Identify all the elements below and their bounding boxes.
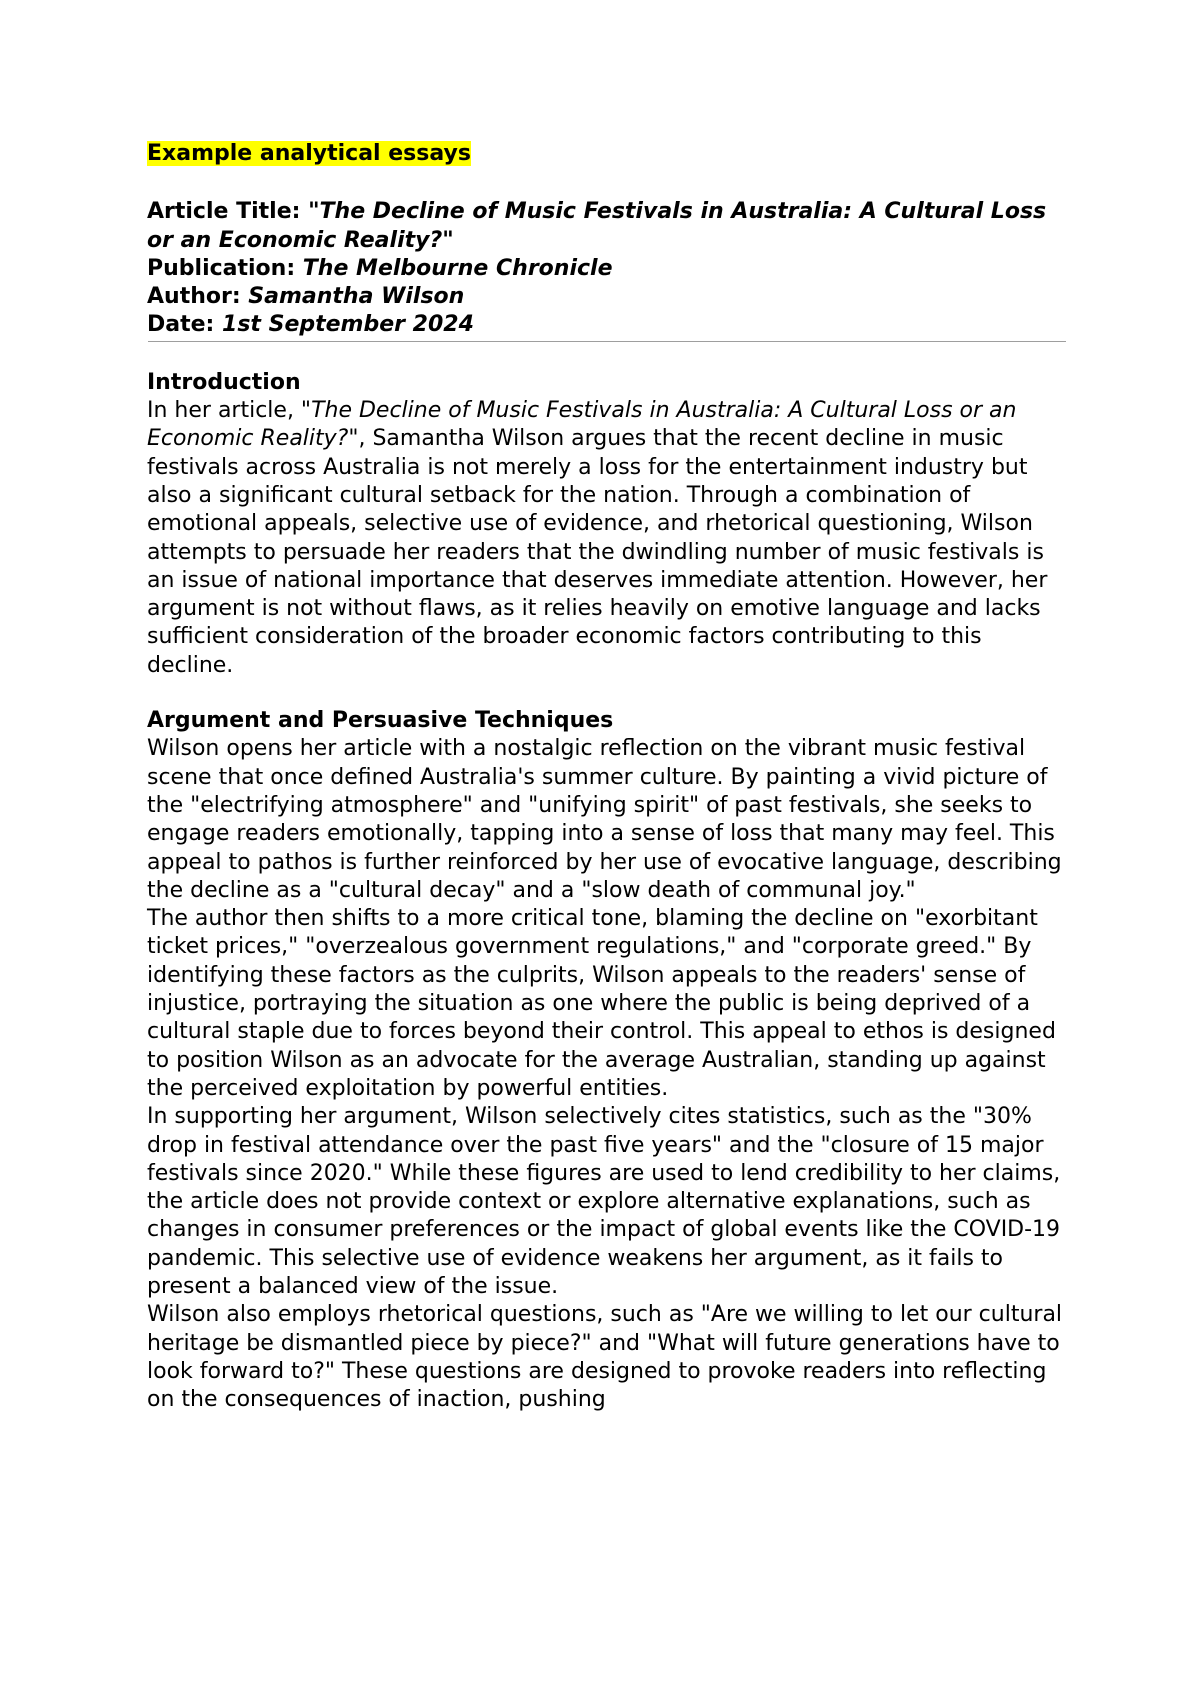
horizontal-divider xyxy=(148,341,1066,342)
article-title-value: The Decline of Music Festivals in Australia: A Cultural Loss or an Economic Reality? xyxy=(147,199,1047,253)
introduction-section xyxy=(147,369,1067,680)
document-heading-line xyxy=(147,140,1067,168)
intro-open-quote: In her article, " xyxy=(147,398,312,424)
article-title-close-quote: " xyxy=(442,227,454,253)
argument-paragraph: The author then shifts to a more critical tone, blaming the decline on "exorbitant ticket prices," "overzealous government regulations," and "corporate greed." By identifying these factors as the culprits, Wilson appeals to the readers' sense of injustice, portraying the situation as one where the public is being deprived of a cultural staple due to forces beyond their control. This appeal to ethos is designed to position Wilson as an advocate for the average Australian, standing up against the perceived exploitation by powerful entities. xyxy=(147,906,1056,1101)
argument-heading: Argument and Persuasive Techniques xyxy=(147,708,614,734)
introduction-heading: Introduction xyxy=(147,369,301,395)
publication-value: The Melbourne Chronicle xyxy=(302,255,613,281)
article-metadata xyxy=(147,198,1067,339)
publication-label: Publication: xyxy=(147,255,303,281)
introduction-paragraph xyxy=(147,397,1067,680)
date-label: Date: xyxy=(147,312,223,338)
document-heading: Example analytical essays xyxy=(147,141,471,166)
author-line xyxy=(147,283,1067,311)
author-label: Author: xyxy=(147,284,249,310)
argument-paragraph: Wilson also employs rhetorical questions, such as "Are we willing to let our cultural heritage be dismantled piece by piece?" and "What will future generations have to look forward to?" These questions are designed to provoke readers into reflecting on the consequences of inaction, pushing xyxy=(147,1302,1063,1413)
date-line xyxy=(147,311,1067,339)
publication-line xyxy=(147,255,1067,283)
argument-section xyxy=(147,707,1067,1414)
argument-paragraph: In supporting her argument, Wilson selectively cites statistics, such as the "30% drop in festival attendance over the past five years" and the "closure of 15 major festivals since 2020." While these figures are used to lend credibility to her claims, the article does not provide context or explore alternative explanations, such as changes in consumer preferences or the impact of global events like the COVID-19 pandemic. This selective use of evidence weakens her argument, as it fails to present a balanced view of the issue. xyxy=(147,1104,1061,1299)
date-value: 1st September 2024 xyxy=(222,312,474,338)
argument-paragraph: Wilson opens her article with a nostalgic reflection on the vibrant music festival scene that once defined Australia's summer culture. By painting a vivid picture of the "electrifying atmosphere" and "unifying spirit" of past festivals, she seeks to engage readers emotionally, tapping into a sense of loss that many may feel. This appeal to pathos is further reinforced by her use of evocative language, describing the decline as a "cultural decay" and a "slow death of communal joy." xyxy=(147,736,1062,903)
intro-body: ", Samantha Wilson argues that the recent decline in music festivals across Australia is not merely a loss for the entertainment industry but also a significant cultural setback for the nation. Through a combination of emotional appeals, selective use of evidence, and rhetorical questioning, Wilson attempts to persuade her readers that the dwindling number of music festivals is an issue of national importance that deserves immediate attention. However, her argument is not without flaws, as it relies heavily on emotive language and lacks sufficient consideration of the broader economic factors contributing to this decline. xyxy=(147,426,1048,678)
article-title-label: Article Title: " xyxy=(147,199,320,225)
intro-article-title: The Decline of Music Festivals in Australia: A Cultural Loss or an Economic Reality? xyxy=(147,398,1017,452)
author-value: Samantha Wilson xyxy=(248,284,465,310)
article-title-line xyxy=(147,198,1067,255)
document-page xyxy=(147,140,1067,1414)
